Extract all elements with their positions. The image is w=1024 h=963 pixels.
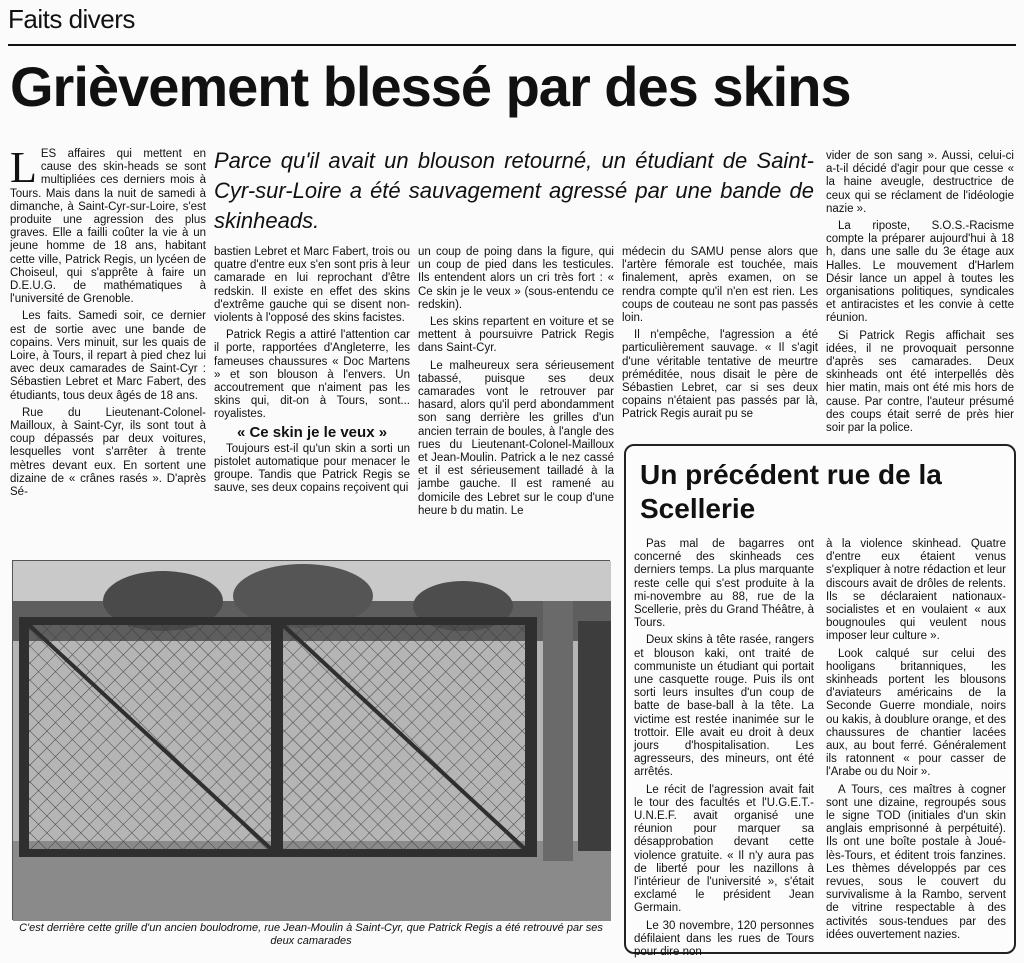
article-paragraph: La riposte, S.O.S.-Racisme compte la préparer aujourd'hui à 18 h, dans une salle du 3e étage aux Halles. Le mouvement d'Harlem Désir lance un appel à toutes les organisations politiques, syndicales et antiracistes et les convie à cette réunion. <box>826 220 1014 325</box>
article-paragraph: Le malheureux sera sérieusement tabassé, puisque ses deux camarades vont le retrouver par hasard, alors qu'il perd abondamment son sang derrière les grilles d'un ancien terrain de boules, à l'angle des rues du Lieutenant-Colonel-Mailloux et Jean-Moulin. Patrick a le nez cassé et il est sérieusement tailladé à la jambe gauche. Il est ramené au domicile des Lebret sur le coup d'une heure b du matin. Le <box>418 359 614 517</box>
section-label: Faits divers <box>8 4 135 34</box>
article-column-1 <box>10 143 206 548</box>
headline: Grièvement blessé par des skins <box>10 55 851 118</box>
sidebar-box-title: Un précédent rue de la Scellerie <box>640 459 942 524</box>
article-paragraph: vider de son sang ». Aussi, celui-ci a-t-il décidé d'agir pour que cesse « la haine aveugle, destructrice de ceux qui se réclament de l'idéologie nazie ». <box>826 150 1014 215</box>
sidebar-column-right <box>826 538 1006 948</box>
article-paragraph: Si Patrick Regis affichait ses idées, il ne provoquait personne d'après ses camarades. Deux skinheads ont été interpellés dès hier matin, mais ont été mis hors de cause. Par contre, l'auteur présumé des coups était serré de près hier soir par la police. <box>826 329 1014 435</box>
article-paragraph: Le 30 novembre, 120 personnes défilaient dans les rues de Tours pour dire non <box>634 919 814 959</box>
article-paragraph: Les skins repartent en voiture et se mettent à poursuivre Patrick Regis dans Saint-Cyr. <box>418 316 614 355</box>
photo-gate <box>12 560 610 920</box>
article-paragraph: médecin du SAMU pense alors que l'artère fémorale est touchée, mais finalement, après examen, on se rendra compte qu'il n'en est rien. Les coups de couteau ne sont pas passés loin. <box>622 246 818 325</box>
header-rule <box>8 44 1016 46</box>
subheading: « Ce skin je le veux » <box>236 423 388 441</box>
article-paragraph: Rue du Lieutenant-Colonel-Mailloux, à Saint-Cyr, ils sont tout à coup dépassés par deux voitures, lesquelles vont s'arrêter à trente mètres devant eux. En sortent une dizaine de « crânes rasés ». D'après Sé- <box>10 406 206 499</box>
article-column-3 <box>418 246 614 548</box>
article-column-2 <box>214 246 410 548</box>
article-paragraph: bastien Lebret et Marc Fabert, trois ou quatre d'entre eux s'en sont pris à leur camarade en lui reprochant d'être redskin. Il existe en effet des skins d'extrême gauche qui se disent non-violents à l'opposé des skins facistes. <box>214 246 410 325</box>
article-paragraph <box>10 143 206 306</box>
article-column-4 <box>622 246 818 432</box>
article-column-5 <box>826 150 1014 435</box>
photo-caption: C'est derrière cette grille d'un ancien boulodrome, rue Jean-Moulin à Saint-Cyr, que Patrick Regis a été retrouvé par ses deux camarades <box>19 922 603 947</box>
article-paragraph: Look calqué sur celui des hooligans britanniques, les skinheads portent les blousons d'aviateurs américains de la Seconde Guerre mondiale, noirs ou kakis, à doublure orange, et des chaussures de chantier lacées aux, au bout ferré. Généralement ils ratonnent « pour casser de l'Arabe ou du Noir ». <box>826 647 1006 779</box>
article-paragraph: Deux skins à tête rasée, rangers et blouson kaki, ont traité de communiste un étudiant qui portait une casquette rouge. Puis ils ont sorti leurs insultes d'un coup de batte de base-ball à la tête. La victime est restée inanimée sur le trottoir. Elle avait eu droit à deux jours d'hospitalisation. Les agresseurs, des mineurs, ont été arrêtés. <box>634 634 814 779</box>
article-paragraph: Pas mal de bagarres ont concerné des skinheads ces derniers temps. La plus marquante reste celle qui s'est produite à la mi-novembre au 88, rue de la Scellerie, près du Grand Théâtre, à Tours. <box>634 538 814 630</box>
article-paragraph: Le récit de l'agression avait fait le tour des facultés et l'U.G.E.T.-U.N.E.F. avait organisé une réunion pour marquer sa désapprobation devant cette violence gratuite. « Il n'y aura pas de liberté pour les nazillons à l'intérieur de l'université », s'était exclamé le président Jean Germain. <box>634 783 814 915</box>
gate-illustration <box>13 561 611 921</box>
article-paragraph: A Tours, ces maîtres à cogner sont une dizaine, regroupés sous le signe TOD (initiales d'un skin anglais emprisonné à perpétuité). Ils ont une boîte postale à Joué-lès-Tours, et éditent trois fanzines. Les thèmes développés par ces revues, sous le couvert du survivalisme à la Rambo, servent de vitrine respectable à des activités sous-tendues par des idées ouvertement nazies. <box>826 783 1006 941</box>
article-paragraph: un coup de poing dans la figure, qui un coup de pied dans les testicules. Ils entendent alors un cri très fort : « Ce skin je le veux » (sous-entendu ce redskin). <box>418 246 614 311</box>
article-paragraph: Toujours est-il qu'un skin a sorti un pistolet automatique pour menacer le groupe. Tandis que Patrick Regis se sauve, ses deux copains reçoivent qui <box>214 442 410 495</box>
article-paragraph: Il n'empêche, l'agression a été particulièrement sauvage. « Il s'agit d'une véritable tentative de meurtre préméditée, nous disait le père de Sébastien Lebret, car si ses deux copains n'étaient pas passés par là, Patrick Regis aurait pu se <box>622 329 818 421</box>
article-paragraph: Les faits. Samedi soir, ce dernier est de sortie avec une bande de copains. Vers minuit, sur les quais de Loire, à Tours, il repart à pied chez lui avec deux camarades de Saint-Cyr : Sébastien Lebret et Marc Fabert, des étudiants, tous deux âgés de 18 ans. <box>10 310 206 402</box>
standfirst: Parce qu'il avait un blouson retourné, un étudiant de Saint-Cyr-sur-Loire a été sauvagement agressé par une bande de skinheads. <box>214 148 814 233</box>
drop-cap: L <box>10 143 37 192</box>
sidebar-column-left <box>634 538 814 959</box>
article-paragraph: à la violence skinhead. Quatre d'entre eux étaient venus s'expliquer à notre rédaction et leur discours avait de drôles de relents. Ils se déclaraient nationaux-socialistes et en voulaient « aux bougnoules qui veulent nous imposer leur culture ». <box>826 538 1006 643</box>
paragraph-text: ES affaires qui mettent en cause des skin-heads se sont multipliées ces derniers mois à Tours. Mais dans la nuit de samedi à dimanche, à Saint-Cyr-sur-Loire, s'est produite une agression des plus graves. Elle a failli coûter la vie à un jeune homme de 18 ans, habitant cette ville, Patrick Regis, un lycéen de Choiseul, qui s'apprête à faire un D.E.U.G. de mathématiques à l'université de Grenoble. <box>10 148 206 306</box>
article-paragraph: Patrick Regis a attiré l'attention car il porte, rapportées d'Angleterre, les fameuses chaussures « Doc Martens » et son blouson à l'envers. Un accoutrement que n'aiment pas les skins qui, dit-on à Tours, sont... royalistes. <box>214 329 410 421</box>
